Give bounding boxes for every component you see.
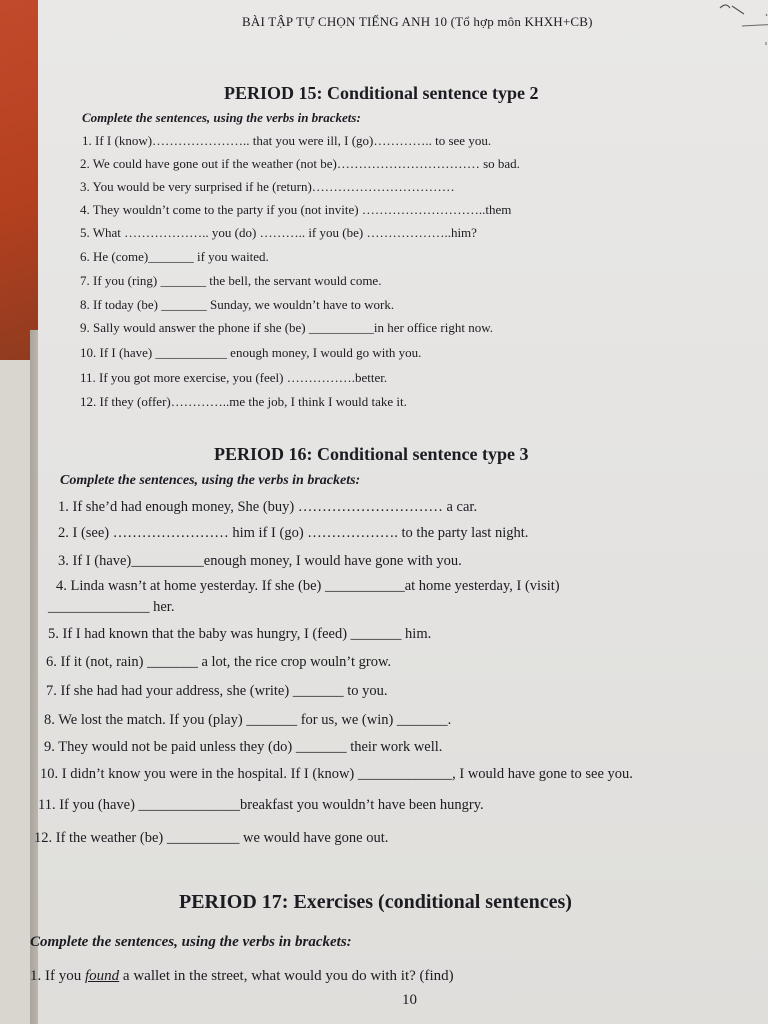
p16-item-4: 4. Linda wasn’t at home yesterday. If she (be) ___________at home yesterday, I (visit) [56,578,560,594]
p16-item-11: 11. If you (have) ______________breakfast you wouldn’t have been hungry. [38,797,484,813]
p16-item-6: 6. If it (not, rain) _______ a lot, the rice crop wouln’t grow. [46,654,392,670]
p15-item-1: 1. If I (know)………………….. that you were ill, I (go)………….. to see you. [82,133,492,148]
p15-item-12: 12. If they (offer)…………..me the job, I think I would take it. [80,394,407,409]
p16-item-2: 2. I (see) …………………… him if I (go) ………………. to the party last night. [58,525,529,541]
period-16-title: PERIOD 16: Conditional sentence type 3 [214,444,529,464]
p15-item-9: 9. Sally would answer the phone if she (be) __________in her office right now. [80,320,494,335]
p17-item-1-prefix: 1. If you [30,968,85,984]
p16-item-9: 9. They would not be paid unless they (do) _______ their work well. [44,739,443,755]
p16-item-7: 7. If she had had your address, she (write) _______ to you. [46,683,388,699]
p15-item-5: 5. What ……………….. you (do) ……….. if you (be) ………………..him? [80,225,477,240]
p15-item-11: 11. If you got more exercise, you (feel) …………….better. [80,370,388,385]
p15-item-10: 10. If I (have) ___________ enough money, I would go with you. [80,345,422,360]
pen-scribble [718,0,768,50]
p16-item-10: 10. I didn’t know you were in the hospital. If I (know) _____________, I would have gone to see you. [40,766,633,782]
period-17-instruction: Complete the sentences, using the verbs in brackets: [30,934,352,950]
period-15-instruction: Complete the sentences, using the verbs in brackets: [82,110,361,125]
period-17-title: PERIOD 17: Exercises (conditional sentences) [179,891,572,913]
p16-item-1: 1. If she’d had enough money, She (buy) ………………………… a car. [58,499,478,515]
p16-item-5: 5. If I had known that the baby was hungry, I (feed) _______ him. [48,626,432,642]
page-number: 10 [402,992,417,1008]
p15-item-7: 7. If you (ring) _______ the bell, the servant would come. [80,273,382,288]
p16-item-3: 3. If I (have)__________enough money, I would have gone with you. [58,553,462,569]
p17-item-1 [30,969,454,984]
p17-item-1-suffix: a wallet in the street, what would you do with it? (find) [119,968,454,984]
p16-item-12: 12. If the weather (be) __________ we would have gone out. [34,830,389,846]
p15-item-8: 8. If today (be) _______ Sunday, we wouldn’t have to work. [80,297,395,312]
worksheet-page [30,0,768,1024]
p15-item-2: 2. We could have gone out if the weather (not be)…………………………… so bad. [80,156,520,171]
p16-item-4-cont: ______________ her. [48,599,175,615]
p16-item-8: 8. We lost the match. If you (play) _______ for us, we (win) _______. [44,712,452,728]
p15-item-6: 6. He (come)_______ if you waited. [80,249,269,264]
period-16-instruction: Complete the sentences, using the verbs in brackets: [60,473,361,488]
p15-item-3: 3. You would be very surprised if he (return)…………………………… [80,179,455,194]
p17-item-1-handwritten-answer: found [85,968,120,984]
p15-item-4: 4. They wouldn’t come to the party if you (not invite) ………………………..them [80,202,512,217]
page-header: BÀI TẬP TỰ CHỌN TIẾNG ANH 10 (Tổ hợp môn KHXH+CB) [242,14,593,29]
period-15-title: PERIOD 15: Conditional sentence type 2 [224,83,539,103]
